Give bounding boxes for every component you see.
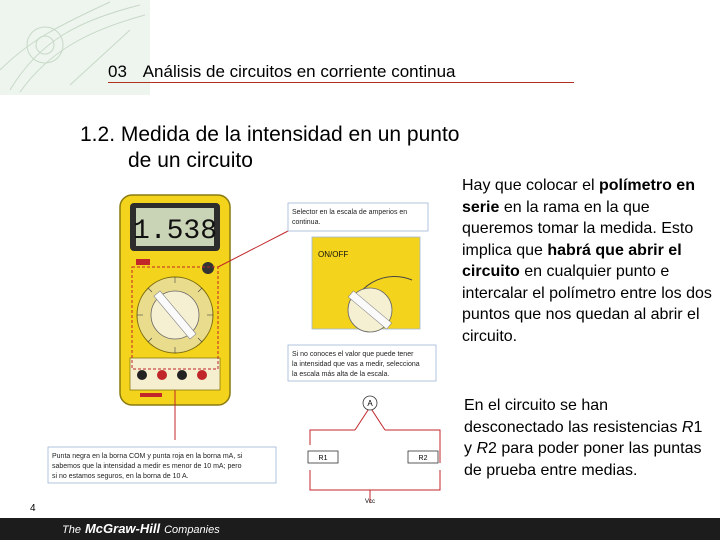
onoff-label: ON/OFF [318, 250, 349, 259]
callout-scale-line1: Si no conoces el valor que puede tener [292, 351, 414, 358]
publisher-logo [62, 521, 220, 536]
logo-brand: McGraw-Hill [84, 521, 161, 536]
chapter-number: 03 [108, 62, 127, 81]
callout-probes-line2: sabemos que la intensidad a medir es menor de 10 mA; pero [52, 463, 242, 470]
resistor-r2-label: R2 [418, 455, 428, 462]
circuit-paragraph-run: 2 para poder poner las puntas de prueba entre medias. [464, 440, 702, 479]
resistor-r1-label: R1 [318, 455, 328, 462]
circuit-paragraph-run: R [681, 418, 694, 436]
callout-selector-line2: continua. [292, 219, 321, 226]
chapter-header [108, 62, 456, 82]
header-divider [108, 82, 574, 83]
multimeter-figure [40, 185, 460, 505]
callout-selector [288, 203, 428, 231]
section-title-line2: de un circuito [128, 149, 253, 172]
callout-probes [48, 447, 276, 483]
dial-zoom [312, 237, 420, 332]
explanation-paragraph [462, 175, 712, 347]
chapter-title: Análisis de circuitos en corriente continua [142, 62, 456, 81]
footer-bar [0, 518, 720, 540]
multimeter [120, 195, 230, 405]
circuit-paragraph-run: 1 y [464, 418, 703, 457]
ammeter-symbol: A [367, 399, 373, 408]
circuit-paragraph-run: En el circuito se han desconectado las resistencias [464, 397, 682, 436]
callout-scale-line3: la escala más alta de la escala. [292, 371, 390, 378]
callout-selector-line1: Selector en la escala de amperios en [292, 209, 408, 216]
explanation-paragraph-run: polímetro en serie [462, 177, 695, 216]
logo-the: The [62, 524, 81, 536]
section-title-line1: 1.2. Medida de la intensidad en un punto [80, 123, 460, 146]
circuit-paragraph [464, 395, 704, 481]
page-number: 4 [30, 503, 36, 514]
callout-scale [288, 345, 436, 381]
callout-scale-line2: la intensidad que vas a medir, selecciona [292, 361, 420, 368]
logo-companies: Companies [164, 524, 220, 536]
explanation-paragraph-run: habrá que abrir el circuito [462, 241, 682, 280]
vcc-label: Vcc [364, 499, 376, 505]
section-title [80, 122, 459, 174]
explanation-paragraph-run: Hay que colocar el [462, 177, 599, 194]
explanation-paragraph-run: en la rama en la que queremos tomar la medida. Esto implica que [462, 198, 694, 259]
explanation-paragraph-run: en cualquier punto e intercalar el polímetro entre los dos puntos que nos quedan al abrir el circuito. [462, 263, 712, 345]
meter-display: 1.538 [132, 216, 218, 247]
callout-probes-line3: si no estamos seguros, en la borna de 10 A. [52, 473, 189, 480]
callout-probes-line1: Punta negra en la borna COM y punta roja en la borna mA, si [52, 453, 243, 460]
circuit-paragraph-run: R [476, 440, 489, 457]
